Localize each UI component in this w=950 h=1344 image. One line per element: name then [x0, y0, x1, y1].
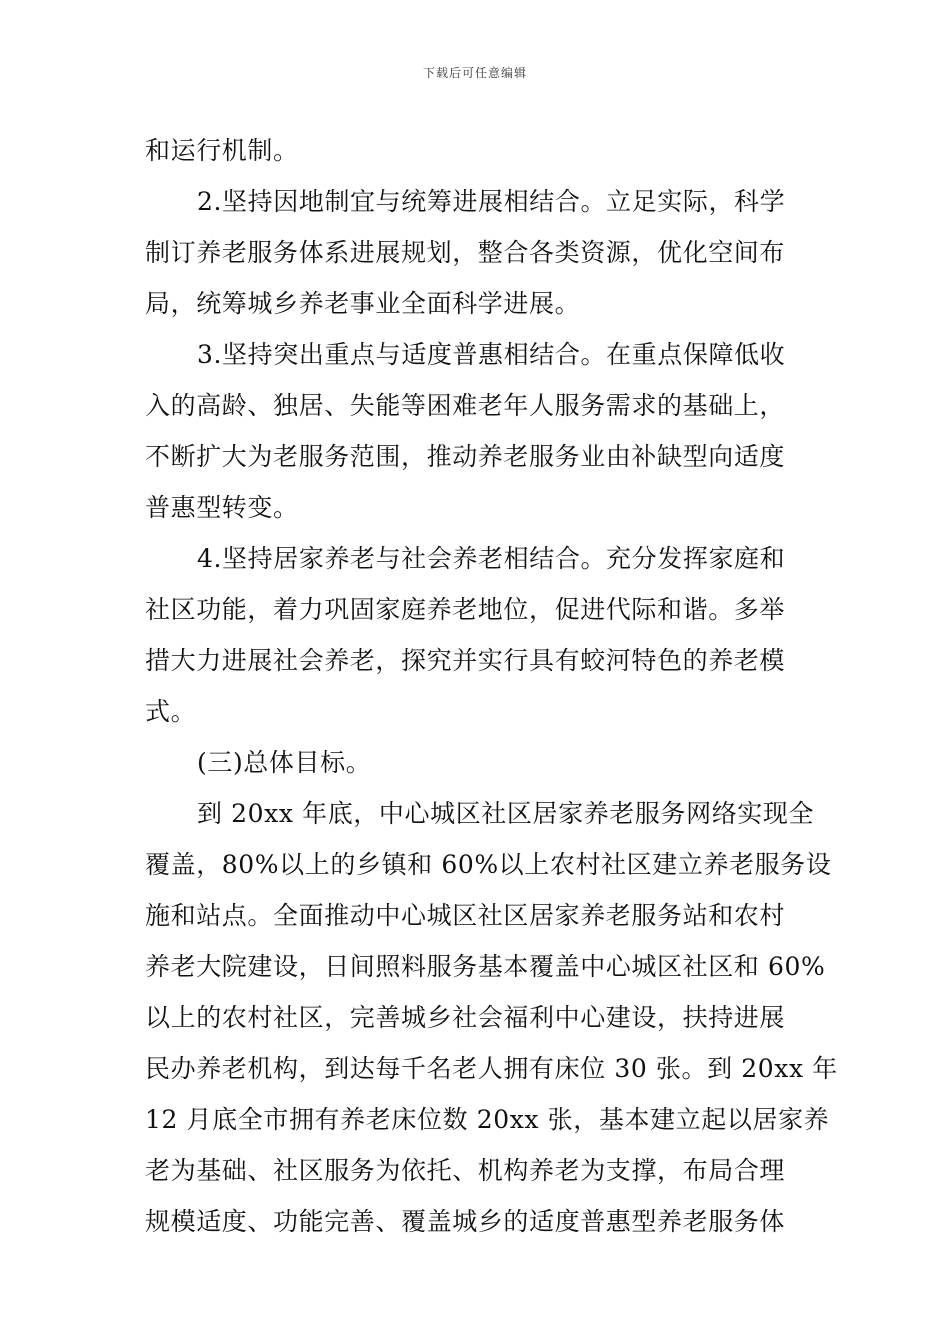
document-body — [145, 125, 838, 1247]
text-line: 规模适度、功能完善、覆盖城乡的适度普惠型养老服务体 — [145, 1207, 786, 1236]
text-line: 局，统筹城乡养老事业全面科学进展。 — [145, 289, 581, 318]
text-line: 养老大院建设，日间照料服务基本覆盖中心城区社区和 60% — [145, 952, 826, 981]
text-line: 制订养老服务体系进展规划，整合各类资源，优化空间布 — [145, 238, 786, 267]
text-line: 入的高龄、独居、失能等困难老年人服务需求的基础上， — [145, 391, 786, 420]
text-line: 以上的农村社区，完善城乡社会福利中心建设，扶持进展 — [145, 1003, 786, 1032]
text-line: 不断扩大为老服务范围，推动养老服务业由补缺型向适度 — [145, 442, 786, 471]
header-note: 下载后可任意编辑 — [422, 66, 527, 80]
text-line: 2.坚持因地制宜与统筹进展相结合。立足实际，科学 — [197, 187, 786, 216]
text-line: 普惠型转变。 — [145, 493, 299, 522]
text-line: 3.坚持突出重点与适度普惠相结合。在重点保障低收 — [197, 340, 786, 369]
section-heading: (三)总体目标。 — [197, 748, 372, 777]
text-line: 措大力进展社会养老，探究并实行具有蛟河特色的养老模 — [145, 646, 786, 675]
text-line: 12 月底全市拥有养老床位数 20xx 张，基本建立起以居家养 — [145, 1105, 830, 1134]
text-line: 4.坚持居家养老与社会养老相结合。充分发挥家庭和 — [197, 544, 786, 573]
text-line: 施和站点。全面推动中心城区社区居家养老服务站和农村 — [145, 901, 786, 930]
text-line: 到 20xx 年底，中心城区社区居家养老服务网络实现全 — [197, 799, 815, 828]
text-line: 民办养老机构，到达每千名老人拥有床位 30 张。到 20xx 年 — [145, 1054, 838, 1083]
text-line: 式。 — [145, 697, 197, 726]
text-line: 覆盖，80%以上的乡镇和 60%以上农村社区建立养老服务设 — [145, 850, 832, 879]
text-line: 社区功能，着力巩固家庭养老地位，促进代际和谐。多举 — [145, 595, 786, 624]
text-line: 和运行机制。 — [145, 136, 299, 165]
text-line: 老为基础、社区服务为依托、机构养老为支撑，布局合理 — [145, 1156, 786, 1185]
